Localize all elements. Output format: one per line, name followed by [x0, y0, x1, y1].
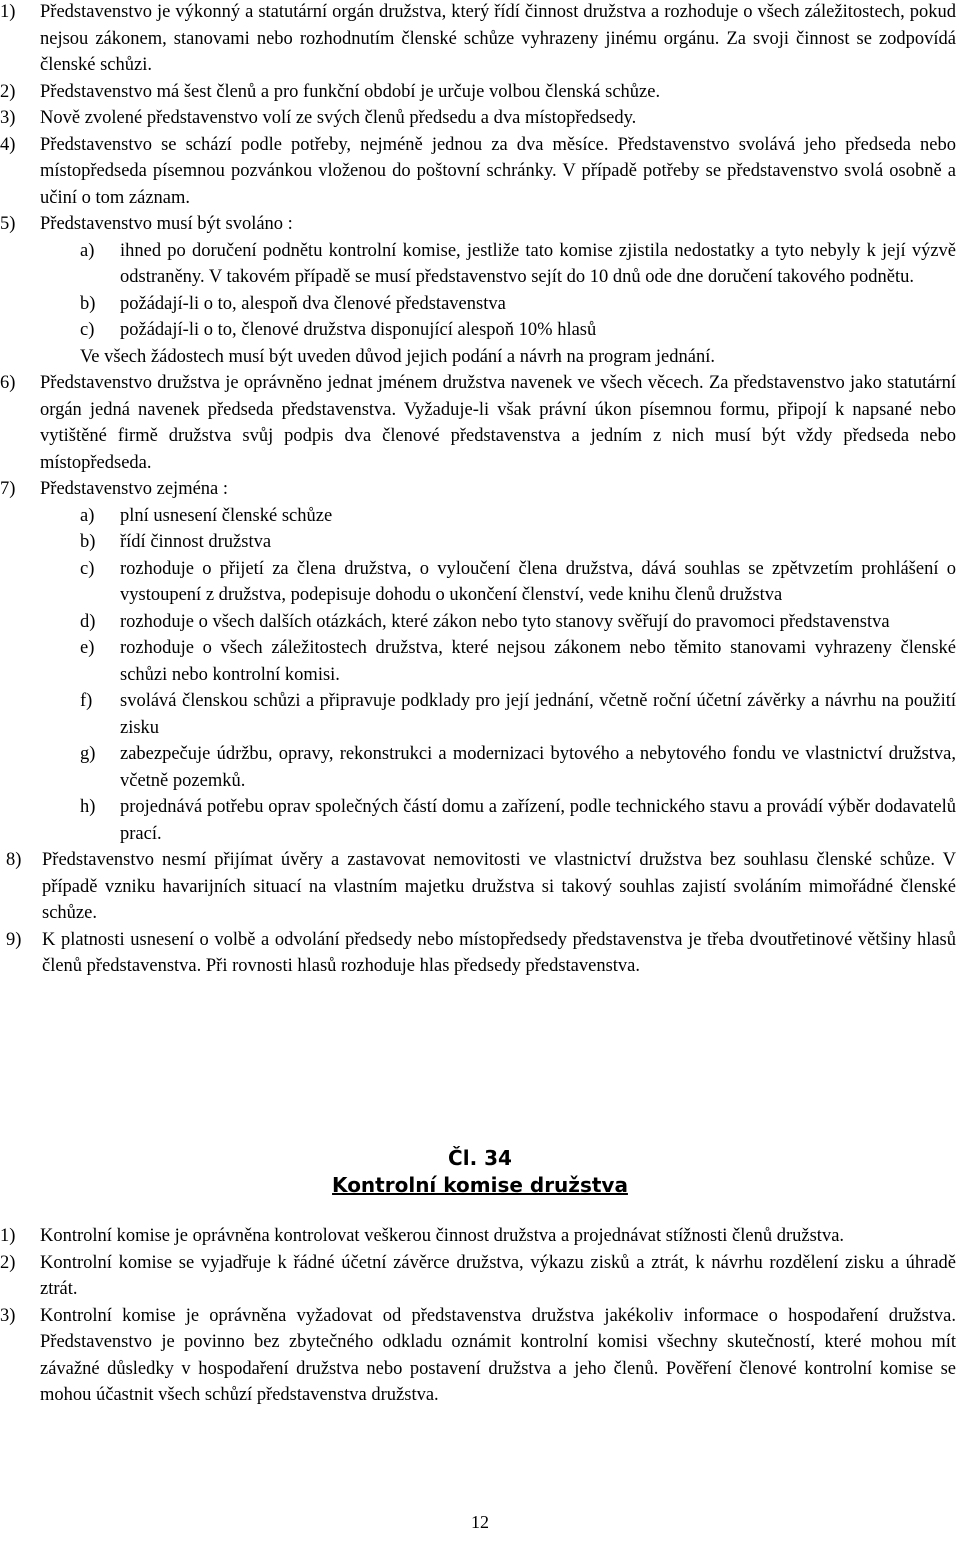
sub-item: [0, 794, 960, 847]
item-text: Představenstvo se schází podle potřeby, nejméně jednou za dva měsíce. Představenstvo svolává jeho předseda nebo místopředseda písemnou pozvánkou vloženou do poštovní schránky. V případě potřeby se představenstvo svolá osobně a učiní o tom záznam.: [40, 134, 956, 208]
sub-item-text: požádají-li o to, členové družstva disponující alespoň 10% hlasů: [120, 320, 597, 340]
sub-item-letter: a): [80, 505, 95, 526]
sub-item: [0, 635, 960, 688]
sub-item: [0, 556, 960, 609]
sub-item-text: řídí činnost družstva: [120, 532, 272, 552]
sub-item-text: plní usnesení členské schůze: [120, 505, 333, 526]
sub-item: [0, 503, 960, 530]
item-text: Představenstvo zejména :: [40, 479, 229, 499]
list-item: [0, 132, 960, 212]
item-number: 8): [6, 850, 22, 870]
sub-item-letter: f): [80, 691, 93, 711]
item-number: 1): [0, 2, 16, 22]
sub-item: [0, 609, 960, 636]
item-text: Představenstvo nesmí přijímat úvěry a zastavovat nemovitosti ve vlastnictví družstva bez souhlasu členské schůze. V případě vzniku havarijních situací na vlastním majetku družstva si takový souhlas zajistí svoláním mimořádné členské schůze.: [42, 850, 956, 923]
sub-item-text: projednává potřebu oprav společných částí domu a zařízení, podle technického stavu a provádí výběr dodavatelů prací.: [120, 797, 956, 844]
item-text: Nově zvolené představenstvo volí ze svých členů předsedu a dva místopředsedy.: [40, 108, 637, 128]
sub-item-text: požádají-li o to, alespoň dva členové představenstva: [120, 293, 506, 314]
sub-item-text: svolává členskou schůzi a připravuje podklady pro její jednání, včetně roční účetní závěrky a návrhu na použití zisku: [120, 691, 956, 738]
sub-item-text: rozhoduje o všech záležitostech družstva, které nejsou zákonem nebo těmito stanovami vyhrazeny členské schůzi nebo kontrolní komisi.: [120, 638, 956, 685]
article-34-heading: [0, 1145, 960, 1198]
item-number: 3): [0, 1305, 16, 1326]
sub-item-letter: h): [80, 797, 96, 817]
sub-item: [0, 741, 960, 794]
sub-item: [0, 688, 960, 741]
sub-item-letter: c): [80, 558, 95, 579]
item-text: Kontrolní komise se vyjadřuje k řádné účetní závěrce družstva, výkazu zisků a ztrát, k návrhu rozdělení zisku a úhradě ztrát.: [40, 1252, 956, 1299]
item-number: 4): [0, 134, 16, 155]
item-number: 2): [0, 81, 16, 102]
sub-item-letter: g): [80, 744, 96, 764]
item-text: Představenstvo má šest členů a pro funkční období je určuje volbou členská schůze.: [40, 81, 661, 102]
item-text: Kontrolní komise je oprávněna vyžadovat od představenstva družstva jakékoliv informace o hospodaření družstva. Představenstvo je povinno bez zbytečného odkladu oznámit kontrolní komisi všechny skutečností, které mohou mít závažné důsledky v hospodaření družstva nebo postavení družstva a jeho členů. Pověření členové kontrolní komise se mohou účastnit všech schůzí představenstva družstva.: [40, 1305, 956, 1405]
item-text: Představenstvo je výkonný a statutární orgán družstva, který řídí činnost družstva a rozhoduje o všech záležitostech, pokud nejsou zákonem, stanovami nebo rozhodnutím členské schůze vyhrazeny jinému orgánu. Za svoji činnost se zodpovídá členské schůzi.: [40, 2, 956, 75]
list-item: [0, 847, 960, 927]
sub-item: [0, 238, 960, 291]
list-item: [0, 0, 960, 79]
list-item: [0, 211, 960, 238]
sub-item: [0, 291, 960, 318]
item-number: 7): [0, 479, 16, 499]
sub-item-letter: b): [80, 532, 96, 552]
item-number: 1): [0, 1226, 16, 1246]
sub-item: [0, 317, 960, 344]
item-number: 6): [0, 373, 16, 393]
list-item: [0, 927, 960, 980]
list-item: [0, 1223, 960, 1250]
sub-item-letter: d): [80, 611, 96, 632]
sub-item-text: zabezpečuje údržbu, opravy, rekonstrukci a modernizaci bytového a nebytového fondu ve vlastnictví družstva, včetně pozemků.: [120, 744, 956, 791]
item-number: 3): [0, 108, 16, 128]
article-34-body: [0, 1223, 960, 1409]
sub-item-text: rozhoduje o všech dalších otázkách, které zákon nebo tyto stanovy svěřují do pravomoci představenstva: [120, 611, 890, 632]
list-item: [0, 1250, 960, 1303]
sub-item-letter: a): [80, 240, 95, 261]
item-text: Představenstvo družstva je oprávněno jednat jménem družstva navenek ve všech věcech. Za představenstvo jako statutární orgán jedná navenek předseda představenstva. Vyžaduje-li však právní úkon písemnou formu, připojí k napsané nebo vytištěné firmě družstva svůj podpis dva členové představenstva a jedním z nich musí být vždy předseda nebo místopředseda.: [40, 373, 956, 473]
article-number: Čl. 34: [448, 1146, 512, 1170]
sub-item-letter: e): [80, 638, 95, 658]
item-text: Představenstvo musí být svoláno :: [40, 214, 293, 234]
item-text: Kontrolní komise je oprávněna kontrolovat veškerou činnost družstva a projednávat stížnosti členů družstva.: [40, 1226, 845, 1246]
item-text: K platnosti usnesení o volbě a odvolání předsedy nebo místopředsedy představenstva je třeba dvoutřetinové většiny hlasů členů představenstva. Při rovnosti hlasů rozhoduje hlas předsedy představenstva.: [42, 929, 956, 976]
list-item: [0, 105, 960, 132]
page-number: 12: [471, 1512, 489, 1532]
item-number: 9): [6, 929, 22, 950]
list-item: [0, 79, 960, 106]
sub-item-letter: c): [80, 320, 95, 340]
sub-item-letter: b): [80, 293, 96, 314]
sub-item-text: ihned po doručení podnětu kontrolní komise, jestliže tato komise zjistila nedostatky a tyto nebyly k její výzvě odstraněny. V takovém případě se musí představenstvo sejít do 10 dnů ode dne doručení takového podnětu.: [120, 240, 956, 287]
item-number: 5): [0, 214, 16, 234]
list-item: [0, 476, 960, 503]
list-item: [0, 1303, 960, 1409]
item5-note: Ve všech žádostech musí být uveden důvod jejich podání a návrh na program jednání.: [80, 346, 715, 367]
item-number: 2): [0, 1252, 16, 1273]
article-title: Kontrolní komise družstva: [332, 1172, 628, 1197]
list-item: [0, 370, 960, 476]
sub-item: [0, 529, 960, 556]
sub-item-text: rozhoduje o přijetí za člena družstva, o vyloučení člena družstva, dává souhlas se zpětvzetím prohlášení o vystoupení z družstva, podepisuje dohodu o ukončení členství, vede knihu členů družstva: [120, 558, 956, 605]
